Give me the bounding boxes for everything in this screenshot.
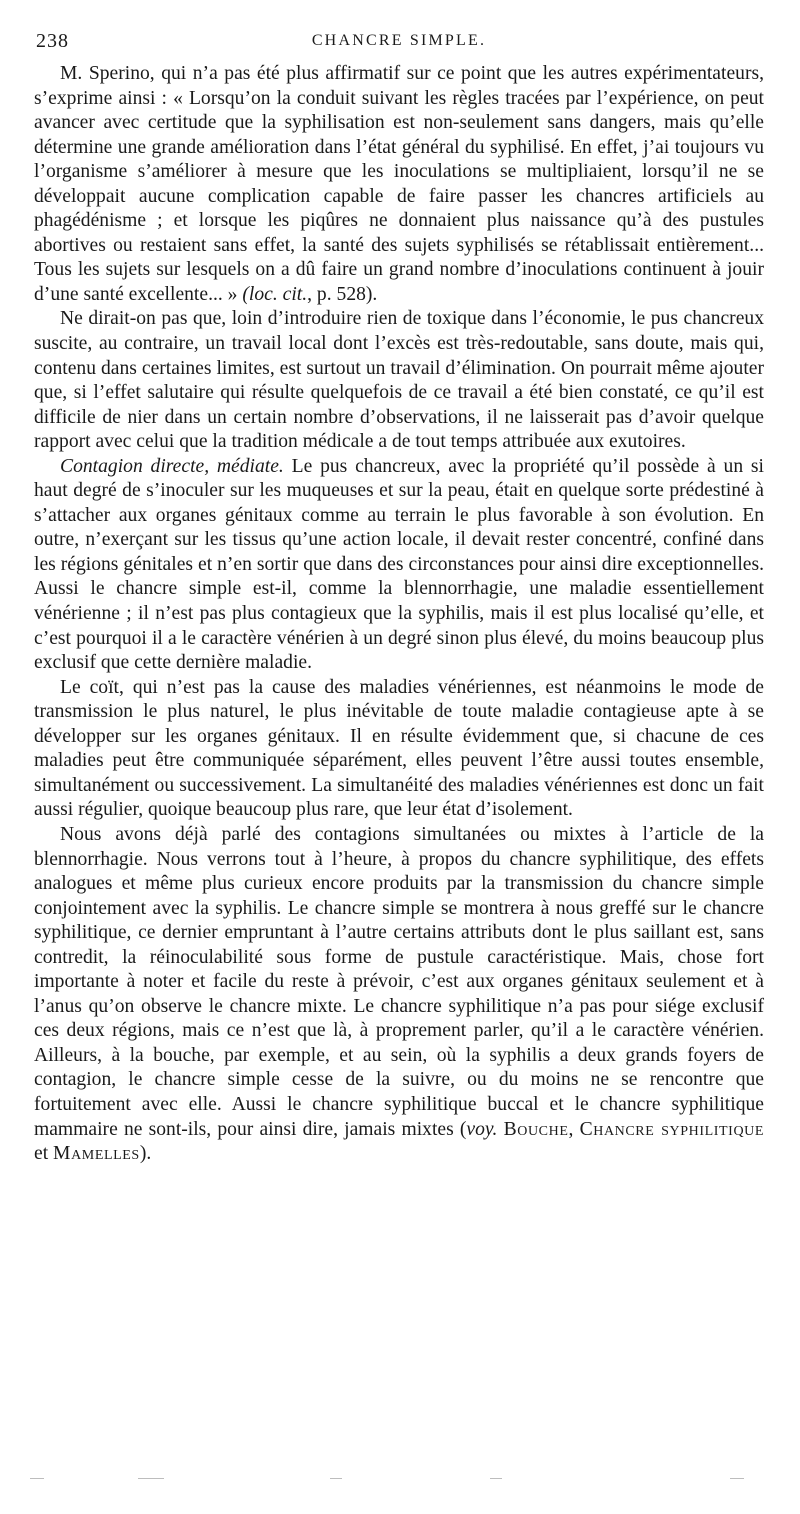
cross-reference-mamelles: Mamelles [53,1143,140,1165]
scan-mark [30,1478,44,1479]
paragraph-text: Le coït, qui n’est pas la cause des maladies vénériennes, est néanmoins le mode de transmission le plus naturel, le plus inévitable de toute maladie contagieuse apte à se développer sur les organes génitaux. Il en résulte évidemment que, si chacune de ces maladies peut être communiquée séparément, elles peuvent l’être aussi toutes ensemble, simultanément ou successivement. La simultanéité des maladies vénériennes est donc un fait aussi régulier, quoique beaucoup plus rare, que leur état d’isolement. [34,676,764,821]
cross-reference-bouche: Bouche [503,1118,569,1140]
paragraph-text: Le pus chancreux, avec la propriété qu’il possède à un si haut degré de s’inoculer sur les muqueuses et sur la peau, était en quelque sorte prédestiné à s’attacher aux organes génitaux comme au terrain le plus favorable à son évolution. En outre, n’exerçant sur les tissus qu’une action locale, il devait rester concentré, confiné dans les régions génitales et n’en sortir que dans des circonstances pour ainsi dire exceptionnelles. Aussi le chancre simple est-il, comme la blennorrhagie, une maladie essentiellement vénérienne ; il n’est pas plus contagieux que la syphilis, mais il est plus localisé qu’elle, et c’est pourquoi il a le caractère vénérien à un degré sinon plus élevé, du moins beaucoup plus exclusif que cette dernière maladie. [34,455,765,674]
paragraph-contagion-directe [34,455,764,676]
paragraph-text: Nous avons déjà parlé des contagions simultanées ou mixtes à l’article de la blennorrhagie. Nous verrons tout à l’heure, à propos du chancre syphilitique, des effets analogues et même plus curieux encore produits par la transmission du chancre simple conjointement avec la syphilis. Le chancre simple se montrera à nous greffé sur le chancre syphilitique, ce dernier empruntant à l’autre certains attributs dont le plus saillant est, sans contredit, la réinoculabilité sous forme de pustule caractéristique. Mais, chose fort importante à noter et facile du reste à prévoir, c’est aux organes génitaux seulement et à l’anus qu’on observe le chancre mixte. Le chancre syphilitique n’a pas pour siége exclusif ces deux régions, mais ce n’est que là, à proprement parler, qu’il a le caractère vénérien. Ailleurs, à la bouche, par exemple, et au sein, où la syphilis a deux grands foyers de contagion, le chancre simple cesse de la suivre, ou du moins ne se rencontre que fortuitement avec elle. Aussi le chancre syphilitique buccal et le chancre syphilitique mammaire ne sont-ils, pour ainsi dire, jamais mixtes ( [34,823,764,1140]
paragraph-contagions-mixtes [34,823,764,1167]
citation-tail: , p. 528). [307,283,378,305]
section-lead-italic: Contagion directe, médiate. [60,455,284,477]
paragraph-elimination [34,307,764,454]
book-page [34,26,764,1167]
xref-separator: et [34,1143,54,1165]
paragraph-text: M. Sperino, qui n’a pas été plus affirmatif sur ce point que les autres expérimentateurs, s’exprime ainsi : « Lorsqu’on la conduit suivant les règles tracées par l’expérience, on peut avancer avec certitude que la syphilisation est non-seulement sans dangers, mais qu’elle détermine une grande amélioration dans l’état général du syphilisé. En effet, j’ai toujours vu l’organisme s’améliorer à mesure que les inoculations se multipliaient, lorsqu’il ne se développait aucune complication capable de faire passer les chancres artificiels au phagédénisme ; et lorsque les piqûres ne donnaient plus naissance qu’à des pustules abortives ou restaient sans effet, la santé des sujets syphilisés se rétablissait entièrement... Tous les sujets sur lesquels on a dû faire un grand nombre d’inoculations continuent à jouir d’une santé excellente... » [34,63,764,305]
xref-separator: , [568,1118,580,1140]
cross-reference-chancre-syphilitique: Chancre syphilitique [579,1118,765,1140]
scan-mark [138,1478,164,1479]
voy-italic: voy. [466,1118,498,1140]
scan-mark [730,1478,744,1479]
paragraph-text: Ne dirait-on pas que, loin d’introduire rien de toxique dans l’économie, le pus chancreux suscite, au contraire, un travail local dont l’excès est très-redoutable, sans doute, mais qui, contenu dans certaines limites, est surtout un travail d’élimination. On pourrait même ajouter que, si l’effet salutaire qui résulte quelquefois de ce travail a été bien constaté, ce qu’il est difficile de nier dans un certain nombre d’observations, il ne laisserait pas d’avoir quelque rapport avec celui que la tradition médicale a de tout temps attribuée aux exutoires. [34,308,764,453]
closing-punctuation: ). [139,1143,152,1165]
scan-mark [330,1478,342,1479]
running-head [34,26,764,62]
scan-edge-marks [30,1478,770,1488]
scan-mark [490,1478,502,1479]
citation-italic: (loc. cit. [242,283,308,305]
running-title: CHANCRE SIMPLE. [311,32,487,49]
page-number: 238 [36,30,69,52]
paragraph-sperino-quote [34,62,764,307]
paragraph-coit [34,676,764,823]
